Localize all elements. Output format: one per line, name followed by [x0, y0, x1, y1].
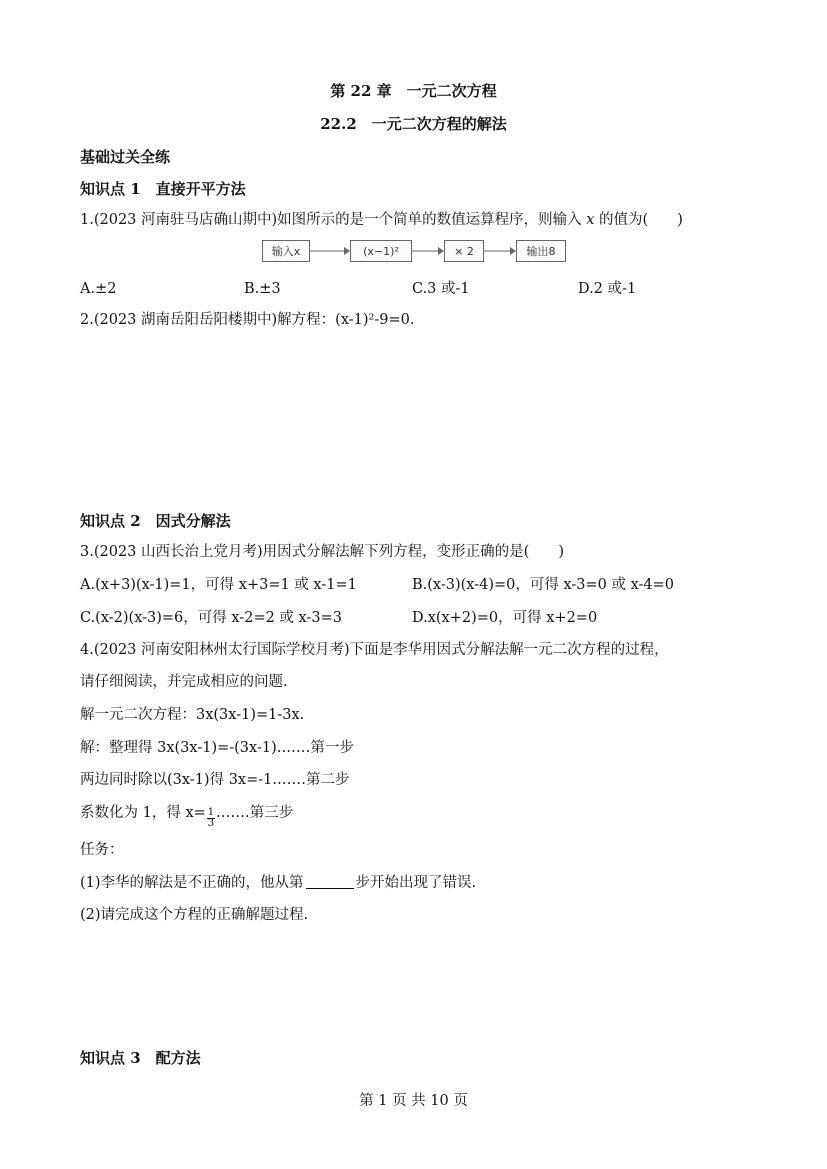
- task-1-pre: (1)李华的解法是不正确的，他从第: [80, 875, 304, 891]
- knowledge-point-3: 知识点 3 配方法: [80, 1049, 201, 1067]
- question-3-option-a: A.(x+3)(x-1)=1，可得 x+3=1 或 x-1=1: [80, 577, 357, 593]
- flowchart: [262, 240, 566, 266]
- flow-box-multiply: × 2: [444, 240, 484, 262]
- fraction-denominator: 3: [207, 818, 215, 829]
- solution-step-2: 两边同时除以(3x-1)得 3x=-1.……第二步: [80, 772, 350, 788]
- solution-step-1: 解：整理得 3x(3x-1)=-(3x-1).……第一步: [80, 740, 354, 756]
- flow-arrow-icon: [310, 245, 350, 257]
- question-4-equation: 解一元二次方程：3x(3x-1)=1-3x.: [80, 707, 305, 723]
- fraction-numerator: 1: [207, 807, 215, 818]
- flow-arrow-icon: [412, 245, 444, 257]
- fraction: [207, 808, 215, 829]
- question-1-option-b: B.±3: [244, 281, 281, 297]
- task-2: (2)请完成这个方程的正确解题过程.: [80, 907, 309, 923]
- solution-step-3-pre: 系数化为 1，得 x=: [80, 805, 206, 821]
- section-title: 22.2 一元二次方程的解法: [320, 115, 507, 133]
- chapter-title: 第 22 章 一元二次方程: [330, 82, 497, 100]
- page-footer: 第 1 页 共 10 页: [359, 1093, 468, 1109]
- question-3-option-b: B.(x-3)(x-4)=0，可得 x-3=0 或 x-4=0: [412, 577, 675, 593]
- question-1-tail: 的值为( ): [594, 212, 683, 228]
- flow-box-input: 输入x: [262, 240, 310, 262]
- question-3-option-d: D.x(x+2)=0，可得 x+2=0: [412, 610, 598, 626]
- question-1-option-d: D.2 或-1: [578, 281, 637, 297]
- question-3-option-c: C.(x-2)(x-3)=6，可得 x-2=2 或 x-3=3: [80, 610, 342, 626]
- flow-arrow-icon: [484, 245, 516, 257]
- solution-step-3: [80, 804, 293, 829]
- question-4-line-1: 4.(2023 河南安阳林州太行国际学校月考)下面是李华用因式分解法解一元二次方程的过程，: [80, 642, 669, 658]
- heading-basic-practice: 基础过关全练: [80, 148, 171, 166]
- flow-box-square: (x−1)²: [350, 240, 412, 262]
- question-1-text: 1.(2023 河南驻马店确山期中)如图所示的是一个简单的数值运算程序，则输入: [80, 212, 587, 228]
- knowledge-point-2: 知识点 2 因式分解法: [80, 512, 231, 530]
- question-4-line-2: 请仔细阅读，并完成相应的问题.: [80, 674, 288, 690]
- question-1-option-c: C.3 或-1: [412, 281, 470, 297]
- task-1: [80, 874, 476, 892]
- question-3: 3.(2023 山西长治上党月考)用因式分解法解下列方程，变形正确的是( ): [80, 544, 564, 560]
- answer-blank[interactable]: [306, 874, 354, 889]
- question-1: [80, 211, 683, 229]
- flow-box-output: 输出8: [516, 240, 566, 262]
- question-2: 2.(2023 湖南岳阳岳阳楼期中)解方程：(x-1)²-9=0.: [80, 312, 415, 328]
- question-1-option-a: A.±2: [80, 281, 117, 297]
- knowledge-point-1: 知识点 1 直接开平方法: [80, 180, 246, 198]
- solution-step-3-post: .……第三步: [216, 805, 294, 821]
- task-label: 任务：: [80, 842, 124, 858]
- question-1-var: x: [586, 212, 595, 228]
- task-1-post: 步开始出现了错误.: [355, 875, 477, 891]
